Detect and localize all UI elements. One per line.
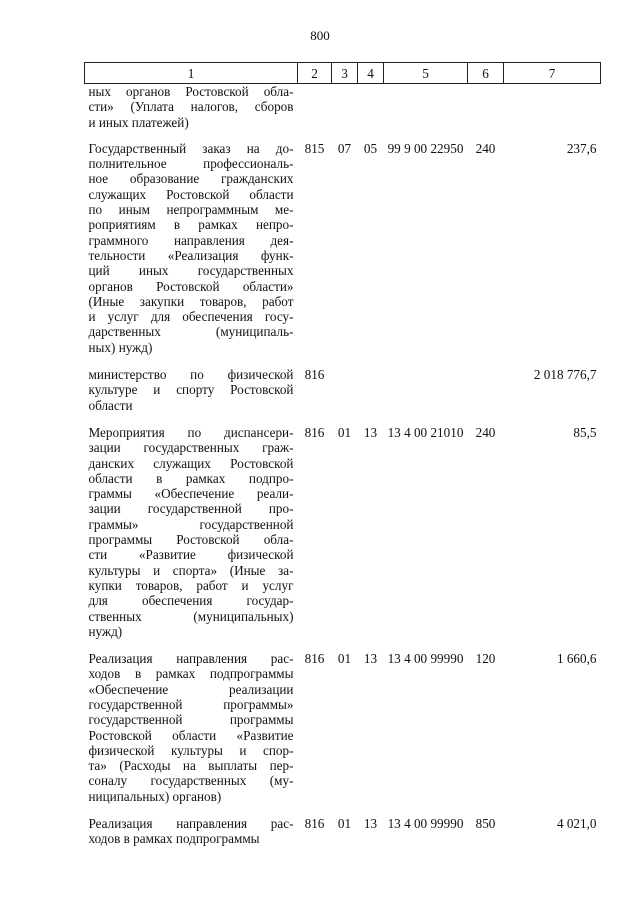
description-line: физической культуры и спор- (88, 742, 294, 758)
table-row (85, 136, 601, 362)
description-line: нужд) (88, 623, 123, 639)
ministry-code (298, 84, 332, 136)
section-code: 01 (337, 651, 352, 667)
table-row (85, 84, 601, 136)
ministry-code: 816 (304, 816, 325, 832)
description-line: ственных (муниципальных) (88, 608, 294, 624)
expense-type-code: 240 (475, 424, 496, 440)
subsection-code: 13 (363, 816, 378, 832)
description-line: ходов в рамках подпрограммы (88, 666, 294, 682)
description-line: программы Ростовской обла- (88, 532, 294, 548)
description-line: культуре и спорту Ростовской (88, 382, 294, 398)
section-code (332, 84, 358, 136)
description-line: ных органов Ростовской обла- (88, 84, 294, 99)
description-line: области (88, 397, 133, 413)
target-article-code: 99 9 00 22950 (387, 140, 464, 156)
description-line: зации государственных граж- (88, 440, 294, 456)
description-line: Реализация направления рас- (88, 816, 294, 832)
description-line: Реализация направления рас- (88, 651, 294, 667)
budget-table (84, 62, 601, 854)
table-row (85, 811, 601, 854)
expense-type-code: 240 (475, 140, 496, 156)
description-line: дарственных (муниципаль- (88, 324, 294, 340)
column-header: 5 (384, 63, 468, 84)
description-line: органов Ростовской области» (88, 278, 294, 294)
target-article-code: 13 4 00 99990 (387, 651, 464, 667)
expense-type-code (468, 362, 504, 420)
description-line: ходов в рамках подпрограммы (88, 831, 260, 847)
subsection-code: 13 (363, 651, 378, 667)
description-line: ниципальных) органов) (88, 788, 222, 804)
description-line: тельности «Реализация функ- (88, 247, 294, 263)
expense-type-code: 850 (475, 816, 496, 832)
description-line: области в рамках подпро- (88, 470, 294, 486)
description-line: граммы» государственной (88, 516, 294, 532)
subsection-code (358, 84, 384, 136)
row-description (85, 811, 298, 854)
column-header: 1 (85, 63, 298, 84)
description-line: ных) нужд) (88, 339, 153, 355)
description-line: сти «Развитие физической (88, 547, 294, 563)
description-line: Ростовской области «Развитие (88, 727, 294, 743)
description-line: Мероприятия по диспансери- (88, 424, 294, 440)
description-line: Государственный заказ на до- (88, 140, 294, 156)
description-line: роприятиям в рамках непро- (88, 217, 294, 233)
page-number: 800 (310, 28, 330, 43)
description-line: ций иных государственных (88, 263, 294, 279)
description-line: по иным непрограммным ме- (88, 202, 294, 218)
ministry-code: 815 (304, 140, 325, 156)
target-article-code: 13 4 00 21010 (387, 424, 464, 440)
row-description (85, 84, 298, 136)
description-line: для обеспечения государ- (88, 593, 294, 609)
column-header: 7 (504, 63, 601, 84)
column-header: 3 (332, 63, 358, 84)
column-header: 2 (298, 63, 332, 84)
section-code: 01 (337, 816, 352, 832)
section-code (332, 362, 358, 420)
description-line: «Обеспечение реализации (88, 681, 294, 697)
amount: 1 660,6 (556, 651, 597, 667)
description-line: и иных платежей) (88, 114, 189, 130)
description-line: граммного направления дея- (88, 232, 294, 248)
ministry-code: 816 (304, 424, 325, 440)
row-description (85, 362, 298, 420)
subsection-code: 05 (363, 140, 378, 156)
description-line: (Иные закупки товаров, работ (88, 293, 294, 309)
amount: 4 021,0 (556, 816, 597, 832)
description-line: министерство по физической (88, 367, 294, 383)
amount: 2 018 776,7 (533, 367, 597, 383)
section-code: 01 (337, 424, 352, 440)
expense-type-code: 120 (475, 651, 496, 667)
description-line: и услуг для обеспечения госу- (88, 309, 294, 325)
subsection-code: 13 (363, 424, 378, 440)
target-article-code (384, 84, 468, 136)
row-description (85, 136, 298, 362)
row-description (85, 420, 298, 646)
description-line: служащих Ростовской области (88, 186, 294, 202)
description-line: сти» (Уплата налогов, сборов (88, 99, 294, 115)
column-header: 6 (468, 63, 504, 84)
table-row (85, 420, 601, 646)
amount: 85,5 (573, 424, 597, 440)
header-row (85, 63, 601, 84)
table-row (85, 646, 601, 811)
subsection-code (358, 362, 384, 420)
description-line: ное образование гражданских (88, 171, 294, 187)
column-header: 4 (358, 63, 384, 84)
description-line: государственной программы» (88, 696, 294, 712)
description-line: зации государственной про- (88, 501, 294, 517)
description-line: та» (Расходы на выплаты пер- (88, 758, 294, 774)
expense-type-code (468, 84, 504, 136)
description-line: данских служащих Ростовской (88, 455, 294, 471)
description-line: соналу государственных (му- (88, 773, 294, 789)
ministry-code: 816 (304, 651, 325, 667)
description-line: культуры и спорта» (Иные за- (88, 562, 294, 578)
ministry-code: 816 (304, 367, 325, 383)
table-row (85, 362, 601, 420)
amount (504, 84, 601, 136)
amount: 237,6 (566, 140, 597, 156)
section-code: 07 (337, 140, 352, 156)
description-line: граммы «Обеспечение реали- (88, 486, 294, 502)
target-article-code: 13 4 00 99990 (387, 816, 464, 832)
description-line: купки товаров, работ и услуг (88, 577, 294, 593)
target-article-code (384, 362, 468, 420)
description-line: полнительное профессиональ- (88, 156, 294, 172)
row-description (85, 646, 298, 811)
description-line: государственной программы (88, 712, 294, 728)
